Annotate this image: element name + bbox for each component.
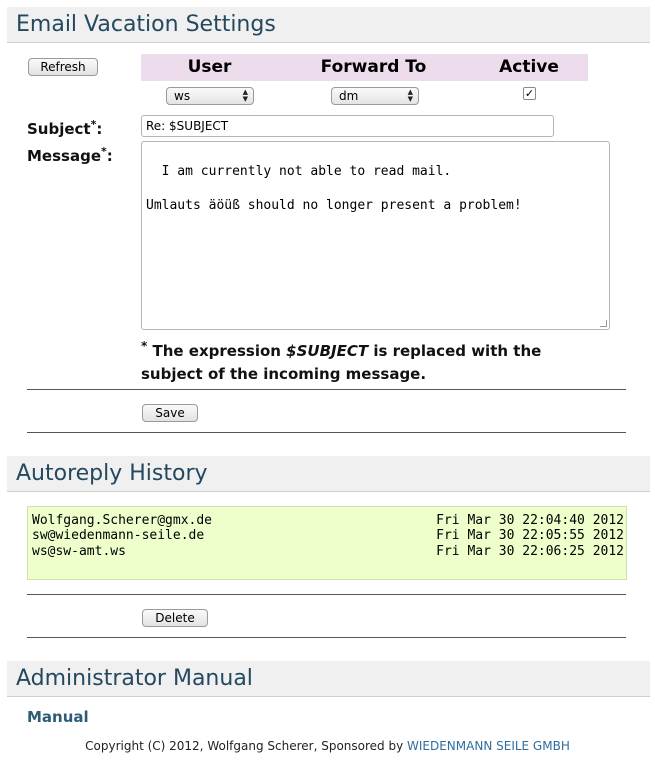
administrator-manual-title: Administrator Manual [16,666,253,691]
manual-link[interactable]: Manual [27,708,89,726]
forward-to-select[interactable] [331,87,419,105]
subject-note: * The expression $SUBJECT is replaced with the subject of the incoming message. [141,339,542,383]
history-row[interactable] [32,528,624,544]
sponsor-link[interactable]: WIEDENMANN SEILE GMBH [407,739,570,753]
history-timestamp: Fri Mar 30 22:04:40 2012 [436,513,624,528]
subject-variable: $SUBJECT [286,342,369,360]
save-button[interactable]: Save [142,404,198,422]
subject-input[interactable]: Re: $SUBJECT [141,115,554,137]
resize-grip-icon[interactable] [600,320,607,327]
message-text: I am currently not able to read mail. Umlauts äöüß should no longer present a problem! [146,164,522,213]
column-header-active: Active [499,57,559,77]
history-address: ws@sw-amt.ws [32,544,126,559]
history-address: Wolfgang.Scherer@gmx.de [32,513,213,528]
autoreply-history-list [27,506,627,580]
vacation-settings-header [7,7,650,43]
column-header-forward-to: Forward To [320,57,427,77]
column-header-user: User [187,57,232,77]
history-row[interactable] [32,544,624,560]
footer [0,739,655,753]
checkmark-icon: ✓ [524,87,535,100]
history-address: sw@wiedenmann-seile.de [32,528,205,543]
refresh-button[interactable]: Refresh [28,58,98,76]
select-arrows-icon: ▲ ▼ [242,88,248,103]
autoreply-history-title: Autoreply History [16,461,208,486]
divider [27,432,626,433]
history-timestamp: Fri Mar 30 22:05:55 2012 [436,528,624,543]
delete-button[interactable]: Delete [142,609,208,627]
divider [27,594,626,595]
forward-to-select-value: dm [339,89,359,103]
vacation-settings-title: Email Vacation Settings [16,12,276,37]
subject-label: Subject*: [27,118,103,138]
history-timestamp: Fri Mar 30 22:06:25 2012 [436,544,624,559]
user-select-value: ws [174,89,191,103]
administrator-manual-header [7,661,650,697]
footer-text: Copyright (C) 2012, Wolfgang Scherer, Sponsored by [85,739,407,753]
active-checkbox[interactable] [523,87,536,100]
select-arrows-icon: ▲ ▼ [407,88,413,103]
divider [27,637,626,638]
message-label: Message*: [27,145,113,165]
history-row[interactable] [32,513,624,529]
user-select[interactable] [166,87,254,105]
divider [27,389,626,390]
autoreply-history-header [7,456,650,492]
message-textarea[interactable] [141,141,610,330]
